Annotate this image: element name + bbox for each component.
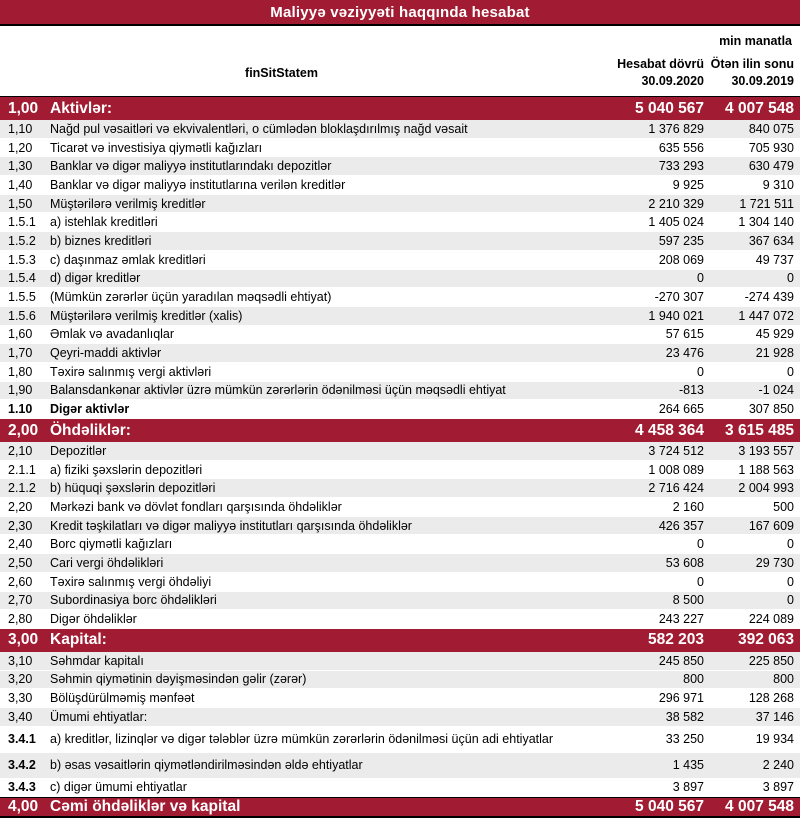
row-current-value: 2 716 424 — [648, 481, 704, 496]
row-label: b) hüquqi şəxslərin depozitləri — [50, 481, 216, 496]
row-current-value: 9 925 — [672, 177, 704, 192]
statement-row — [0, 307, 800, 326]
row-label: a) fiziki şəxslərin depozitləri — [50, 462, 203, 477]
row-code: 1,40 — [8, 177, 33, 192]
row-previous-value: 225 850 — [748, 653, 794, 668]
section-code: 4,00 — [8, 798, 39, 816]
statement-row — [0, 400, 800, 419]
statement-row — [0, 652, 800, 671]
row-code: 2.1.1 — [8, 462, 36, 477]
section-previous-value: 392 063 — [737, 631, 794, 649]
row-code: 3,20 — [8, 672, 33, 687]
row-label: Banklar və digər maliyyə institutlarındakı depozitlər — [50, 159, 332, 174]
row-label: Cari vergi öhdəlikləri — [50, 555, 164, 570]
row-previous-value: 49 737 — [755, 252, 794, 267]
row-current-value: 38 582 — [665, 709, 704, 724]
row-previous-value: 9 310 — [762, 177, 794, 192]
row-current-value: 733 293 — [658, 159, 704, 174]
row-current-value: 264 665 — [658, 402, 704, 417]
row-current-value: 0 — [697, 271, 704, 286]
row-code: 2,70 — [8, 593, 33, 608]
row-label: b) əsas vəsaitlərin qiymətləndirilməsindən əldə ehtiyatlar — [50, 758, 363, 773]
statement-row — [0, 157, 800, 176]
row-code: 3.4.1 — [8, 732, 36, 747]
report-title: Maliyyə vəziyyəti haqqında hesabat — [270, 3, 530, 21]
row-code: 3.4.3 — [8, 780, 36, 795]
row-label: Depozitlər — [50, 443, 107, 458]
row-previous-value: 19 934 — [755, 732, 794, 747]
previous-period-label: Ötən ilin sonu — [710, 57, 794, 71]
row-code: 1,70 — [8, 346, 33, 361]
row-previous-value: 800 — [773, 672, 794, 687]
section-header-row — [0, 97, 800, 120]
row-previous-value: 167 609 — [748, 518, 794, 533]
row-current-value: 597 235 — [658, 233, 704, 248]
section-label: Öhdəliklər: — [50, 421, 131, 439]
statement-row — [0, 176, 800, 195]
row-code: 3.4.2 — [8, 758, 36, 773]
row-previous-value: 224 089 — [748, 612, 794, 627]
row-current-value: 2 210 329 — [648, 196, 704, 211]
row-previous-value: 37 146 — [755, 709, 794, 724]
current-period-date: 30.09.2020 — [641, 74, 704, 88]
row-label: Səhmdar kapitalı — [50, 653, 144, 668]
row-previous-value: 45 929 — [755, 327, 794, 342]
row-previous-value: 3 193 557 — [738, 443, 794, 458]
row-previous-value: 1 447 072 — [738, 308, 794, 323]
row-label: Subordinasiya borc öhdəlikləri — [50, 593, 217, 608]
row-previous-value: 128 268 — [748, 691, 794, 706]
row-current-value: 800 — [683, 672, 704, 687]
statement-row — [0, 727, 800, 753]
row-code: 2,20 — [8, 499, 33, 514]
row-code: 2,40 — [8, 537, 33, 552]
statement-row — [0, 326, 800, 345]
statement-row — [0, 344, 800, 363]
row-label: c) daşınmaz əmlak kreditləri — [50, 252, 206, 267]
row-label: Borc qiymətli kağızları — [50, 537, 173, 552]
current-period-column-header — [563, 56, 710, 90]
row-previous-value: 705 930 — [748, 140, 794, 155]
row-current-value: 296 971 — [658, 691, 704, 706]
row-current-value: 426 357 — [658, 518, 704, 533]
row-current-value: 1 435 — [672, 758, 704, 773]
row-code: 2,80 — [8, 612, 33, 627]
statement-row — [0, 573, 800, 592]
statement-row — [0, 195, 800, 214]
row-previous-value: 1 721 511 — [739, 196, 794, 211]
statement-row — [0, 535, 800, 554]
row-code: 2.1.2 — [8, 481, 36, 496]
section-label: Kapital: — [50, 631, 107, 649]
row-code: 1.5.5 — [8, 290, 36, 305]
row-previous-value: -1 024 — [758, 383, 794, 398]
row-previous-value: 0 — [787, 364, 794, 379]
row-previous-value: 0 — [787, 271, 794, 286]
statement-row — [0, 442, 800, 461]
row-label: Digər öhdəliklər — [50, 612, 137, 627]
row-code: 2,50 — [8, 555, 33, 570]
row-previous-value: 29 730 — [755, 555, 794, 570]
statement-row — [0, 554, 800, 573]
row-label: (Mümkün zərərlər üçün yaradılan məqsədli ehtiyat) — [50, 290, 332, 305]
total-row — [0, 797, 800, 818]
row-code: 1,20 — [8, 140, 33, 155]
row-code: 1,50 — [8, 196, 33, 211]
section-current-value: 5 040 567 — [635, 99, 704, 117]
row-current-value: 33 250 — [665, 732, 704, 747]
row-label: Kredit təşkilatları və digər maliyyə institutları qarşısında öhdəliklər — [50, 518, 412, 533]
statement-row — [0, 288, 800, 307]
row-previous-value: -274 439 — [744, 290, 794, 305]
row-current-value: 53 608 — [665, 555, 704, 570]
row-previous-value: 0 — [787, 593, 794, 608]
row-label: Müştərilərə verilmiş kreditlər — [50, 196, 206, 211]
form-name: finSitStatem — [245, 66, 318, 80]
row-previous-value: 307 850 — [748, 402, 794, 417]
statement-row — [0, 753, 800, 779]
row-previous-value: 21 928 — [755, 346, 794, 361]
unit-note: min manatla — [719, 34, 792, 48]
row-code: 1,60 — [8, 327, 33, 342]
statement-table-body — [0, 97, 800, 818]
statement-row — [0, 671, 800, 690]
row-label: Mərkəzi bank və dövlət fondları qarşısında öhdəliklər — [50, 499, 342, 514]
row-previous-value: 3 897 — [762, 780, 794, 795]
row-previous-value: 840 075 — [748, 121, 794, 136]
section-header-row — [0, 629, 800, 652]
statement-row — [0, 779, 800, 798]
row-label: Əmlak və avadanlıqlar — [50, 327, 175, 342]
row-label: Müştərilərə verilmiş kreditlər (xalis) — [50, 308, 243, 323]
row-current-value: 0 — [697, 364, 704, 379]
report-title-bar — [0, 0, 800, 26]
row-previous-value: 2 240 — [762, 758, 794, 773]
row-code: 1,90 — [8, 383, 33, 398]
row-label: d) digər kreditlər — [50, 271, 141, 286]
row-label: Bölüşdürülməmiş mənfəət — [50, 691, 195, 706]
row-code: 1,10 — [8, 121, 33, 136]
row-code: 3,40 — [8, 709, 33, 724]
previous-period-date: 30.09.2019 — [731, 74, 794, 88]
row-previous-value: 0 — [787, 574, 794, 589]
row-current-value: -813 — [678, 383, 704, 398]
row-current-value: 0 — [697, 574, 704, 589]
row-label: a) kreditlər, lizinqlər və digər tələblər üzrə mümkün zərərlərin ödənilməsi üçün adi ehtiyatlar — [50, 732, 554, 747]
statement-row — [0, 232, 800, 251]
row-label: Banklar və digər maliyyə institutlarına verilən kreditlər — [50, 177, 346, 192]
section-label: Aktivlər: — [50, 99, 113, 117]
statement-row — [0, 213, 800, 232]
section-code: 1,00 — [8, 99, 39, 117]
row-code: 1.5.6 — [8, 308, 36, 323]
row-code: 1.5.2 — [8, 233, 36, 248]
row-label: Qeyri-maddi aktivlər — [50, 346, 162, 361]
statement-row — [0, 479, 800, 498]
row-code: 2,60 — [8, 574, 33, 589]
current-period-label: Hesabat dövrü — [617, 57, 704, 71]
statement-row — [0, 517, 800, 536]
row-label: a) istehlak kreditləri — [50, 215, 158, 230]
statement-row — [0, 461, 800, 480]
statement-row — [0, 610, 800, 629]
row-label: Ticarət və investisiya qiymətli kağızları — [50, 140, 263, 155]
section-current-value: 582 203 — [647, 631, 704, 649]
row-code: 1,30 — [8, 159, 33, 174]
row-code: 1.5.3 — [8, 252, 36, 267]
row-previous-value: 367 634 — [748, 233, 794, 248]
row-current-value: 8 500 — [672, 593, 704, 608]
row-current-value: 208 069 — [658, 252, 704, 267]
row-label: Ümumi ehtiyatlar: — [50, 709, 148, 724]
row-label: Nağd pul vəsaitləri və ekvivalentləri, o cümlədən bloklaşdırılmış nağd vəsait — [50, 121, 468, 136]
statement-row — [0, 139, 800, 158]
previous-period-column-header — [710, 56, 800, 90]
statement-row — [0, 120, 800, 139]
row-label: Səhmin qiymətinin dəyişməsindən gəlir (zərər) — [50, 672, 307, 687]
section-code: 3,00 — [8, 631, 39, 649]
section-previous-value: 4 007 548 — [725, 99, 794, 117]
row-code: 1,80 — [8, 364, 33, 379]
row-current-value: 1 940 021 — [648, 308, 704, 323]
row-code: 1.5.1 — [8, 215, 36, 230]
row-label: Balansdankənar aktivlər üzrə mümkün zərərlərin ödənilməsi üçün məqsədli ehtiyat — [50, 383, 506, 398]
statement-row — [0, 270, 800, 289]
section-previous-value: 3 615 485 — [725, 421, 794, 439]
statement-row — [0, 382, 800, 401]
row-previous-value: 0 — [787, 537, 794, 552]
row-current-value: 1 405 024 — [648, 215, 704, 230]
section-current-value: 5 040 567 — [635, 798, 704, 816]
row-label: Təxirə salınmış vergi aktivləri — [50, 364, 212, 379]
statement-row — [0, 592, 800, 611]
row-current-value: 1 376 829 — [648, 121, 704, 136]
statement-row — [0, 498, 800, 517]
section-header-row — [0, 419, 800, 442]
row-previous-value: 1 188 563 — [738, 462, 794, 477]
row-label: Digər aktivlər — [50, 402, 130, 417]
row-current-value: 23 476 — [665, 346, 704, 361]
row-code: 1.10 — [8, 402, 33, 417]
row-previous-value: 500 — [773, 499, 794, 514]
statement-row — [0, 363, 800, 382]
row-current-value: 57 615 — [665, 327, 704, 342]
row-current-value: -270 307 — [654, 290, 704, 305]
row-current-value: 3 724 512 — [648, 443, 704, 458]
row-previous-value: 630 479 — [748, 159, 794, 174]
row-label: b) biznes kreditləri — [50, 233, 152, 248]
row-code: 3,10 — [8, 653, 33, 668]
statement-row — [0, 251, 800, 270]
statement-row — [0, 708, 800, 727]
section-previous-value: 4 007 548 — [725, 798, 794, 816]
row-label: c) digər ümumi ehtiyatlar — [50, 780, 187, 795]
row-current-value: 0 — [697, 537, 704, 552]
row-code: 2,10 — [8, 443, 33, 458]
row-code: 1.5.4 — [8, 271, 36, 286]
statement-row — [0, 689, 800, 708]
row-current-value: 2 160 — [672, 499, 704, 514]
row-code: 2,30 — [8, 518, 33, 533]
section-code: 2,00 — [8, 421, 39, 439]
section-label: Cəmi öhdəliklər və kapital — [50, 798, 241, 816]
row-current-value: 3 897 — [672, 780, 704, 795]
row-label: Təxirə salınmış vergi öhdəliyi — [50, 574, 212, 589]
row-current-value: 245 850 — [658, 653, 704, 668]
row-current-value: 1 008 089 — [648, 462, 704, 477]
row-previous-value: 1 304 140 — [738, 215, 794, 230]
section-current-value: 4 458 364 — [635, 421, 704, 439]
row-code: 3,30 — [8, 691, 33, 706]
row-current-value: 243 227 — [658, 612, 704, 627]
row-current-value: 635 556 — [658, 140, 704, 155]
table-column-header — [0, 52, 800, 97]
row-previous-value: 2 004 993 — [738, 481, 794, 496]
